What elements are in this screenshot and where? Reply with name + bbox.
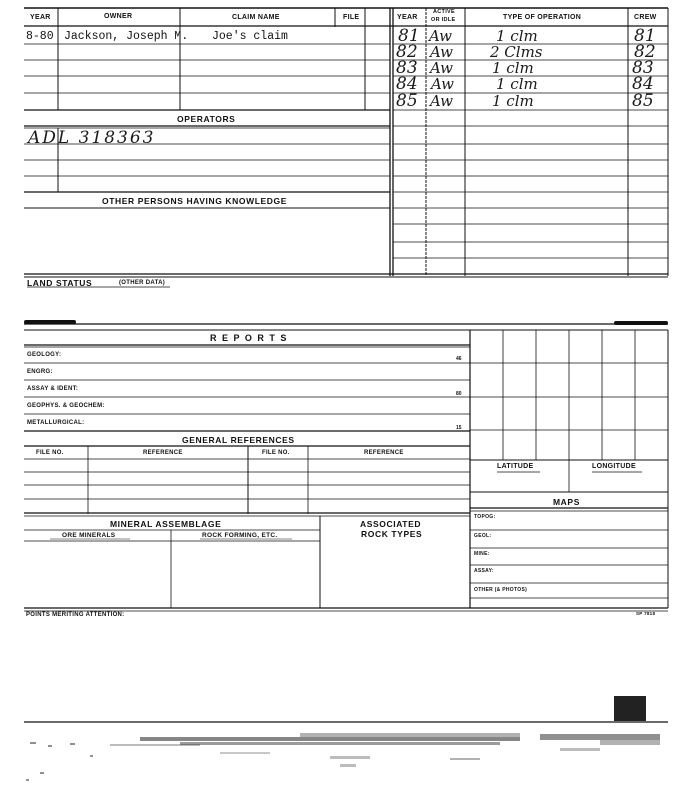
ref-header-reference-2: REFERENCE: [364, 450, 404, 456]
op-year-3: 83: [396, 58, 418, 78]
header-year: YEAR: [30, 14, 51, 21]
op-active-3: Aw: [430, 59, 453, 77]
other-persons-label: OTHER PERSONS HAVING KNOWLEDGE: [102, 196, 288, 206]
associated-label: ASSOCIATED: [360, 519, 422, 529]
header-active: ACTIVE: [433, 9, 455, 15]
latitude-label: LATITUDE: [497, 463, 534, 470]
points-meriting-label: POINTS MERITING ATTENTION:: [26, 612, 125, 618]
header-type-of-operation: TYPE OF OPERATION: [503, 14, 582, 21]
form-code: SP 7818: [636, 611, 656, 616]
op-type-1: 1 clm: [496, 27, 538, 45]
claim-name-value: Joe's claim: [212, 30, 288, 43]
header-owner: OWNER: [104, 13, 133, 20]
map-geol: GEOL:: [474, 533, 492, 539]
op-active-5: Aw: [430, 92, 453, 110]
land-status-label: LAND STATUS: [27, 278, 93, 288]
op-type-4: 1 clm: [496, 75, 538, 93]
general-references-label: GENERAL REFERENCES: [182, 435, 295, 445]
report-engrg: ENGRG:: [27, 369, 53, 375]
rock-forming-label: ROCK FORMING, ETC.: [202, 532, 278, 539]
header-claim-name: CLAIM NAME: [232, 14, 280, 21]
map-topog: TOPOG:: [474, 514, 496, 520]
operator-entry: ADL 318363: [28, 128, 156, 148]
header-year-ops: YEAR: [397, 14, 418, 21]
header-crew: CREW: [634, 14, 657, 21]
map-other: OTHER (& PHOTOS): [474, 587, 528, 593]
ref-header-reference-1: REFERENCE: [143, 450, 183, 456]
report-metallurgical: METALLURGICAL:: [27, 420, 85, 426]
op-year-1: 81: [398, 26, 420, 46]
op-year-5: 85: [396, 91, 418, 111]
op-crew-1: 81: [634, 26, 656, 46]
mineral-assemblage-label: MINERAL ASSEMBLAGE: [110, 519, 222, 529]
reports-title: R E P O R T S: [210, 333, 288, 343]
map-mine: MINE:: [474, 551, 490, 557]
op-crew-5: 85: [632, 91, 654, 111]
op-year-2: 82: [396, 42, 418, 62]
ref-header-file-2: FILE NO.: [262, 450, 290, 456]
op-active-1: Aw: [429, 27, 452, 45]
op-crew-3: 83: [632, 58, 654, 78]
op-year-4: 84: [396, 74, 418, 94]
maps-label: MAPS: [553, 497, 580, 507]
op-type-5: 1 clm: [492, 92, 534, 110]
op-crew-2: 82: [634, 42, 656, 62]
op-active-4: Aw: [431, 75, 454, 93]
report-geology: GEOLOGY:: [27, 352, 62, 358]
owner-year: 8-80: [26, 30, 54, 43]
land-status-sub: (OTHER DATA): [119, 280, 166, 286]
report-assay-num: 80: [456, 391, 462, 397]
operators-label: OPERATORS: [177, 114, 236, 124]
ore-minerals-label: ORE MINERALS: [62, 532, 116, 539]
op-active-2: Aw: [430, 43, 453, 61]
longitude-label: LONGITUDE: [592, 463, 636, 470]
owner-name: Jackson, Joseph M.: [64, 30, 189, 43]
op-crew-4: 84: [632, 74, 654, 94]
report-geophys: GEOPHYS. & GEOCHEM:: [27, 403, 105, 409]
header-or-idle: OR IDLE: [431, 17, 456, 23]
report-geology-num: 46: [456, 356, 462, 362]
op-type-2: 2 Clms: [490, 43, 543, 61]
report-metallurgical-num: 15: [456, 425, 462, 431]
map-assay: ASSAY:: [474, 568, 494, 574]
ref-header-file-1: FILE NO.: [36, 450, 64, 456]
op-type-3: 1 clm: [492, 59, 534, 77]
header-file: FILE: [343, 14, 360, 21]
rock-types-label: ROCK TYPES: [361, 529, 423, 539]
report-assay: ASSAY & IDENT:: [27, 386, 79, 392]
